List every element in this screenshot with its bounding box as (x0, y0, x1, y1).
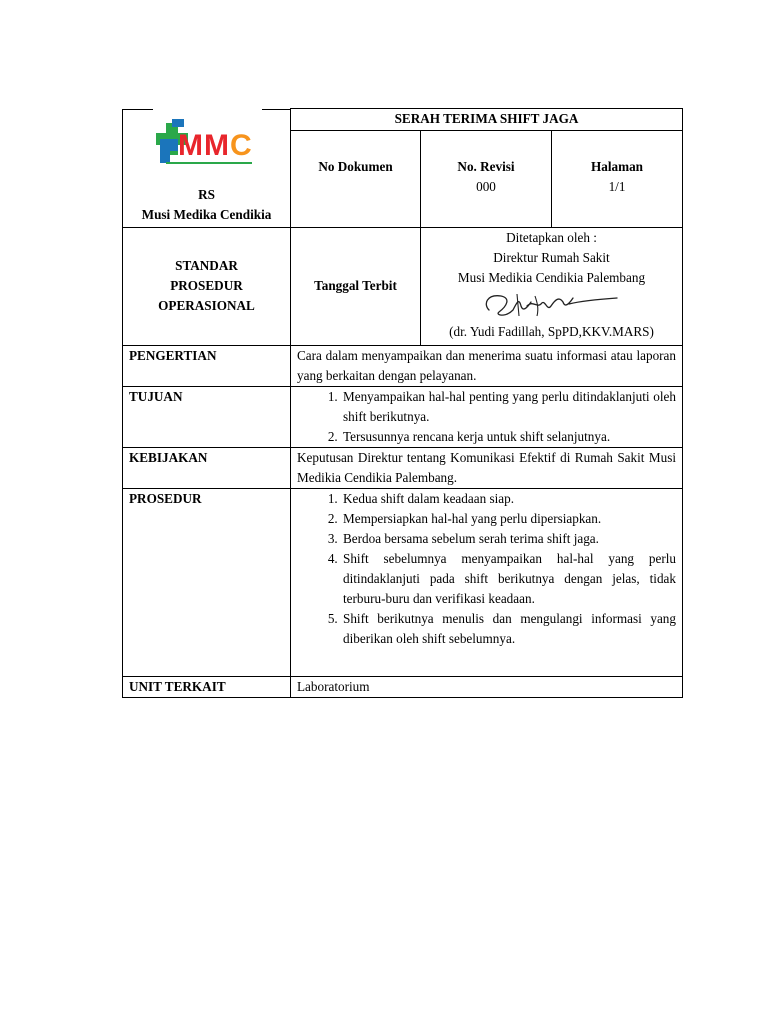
hospital-prefix: RS (198, 186, 215, 202)
approver-title: Direktur Rumah Sakit (493, 249, 610, 265)
approver-institution: Musi Medikia Cendikia Palembang (457, 269, 646, 285)
document-title: SERAH TERIMA SHIFT JAGA (291, 109, 683, 131)
approval-cell (421, 227, 683, 345)
sop-label-line: OPERASIONAL (158, 298, 255, 313)
tujuan-label: TUJUAN (123, 386, 291, 447)
list-item: 2. Tersusunnya rencana kerja untuk shift selanjutnya. (341, 427, 676, 447)
list-item: 1. Menyampaikan hal-hal penting yang perlu ditindaklanjuti oleh shift berikutnya. (341, 387, 676, 427)
tujuan-list (297, 387, 676, 447)
revision-cell (421, 131, 552, 227)
list-item: 1. Kedua shift dalam keadaan siap. (341, 489, 676, 509)
signature-icon (477, 288, 627, 322)
tujuan-content (291, 386, 683, 447)
unit-terkait-text: Laboratorium (291, 676, 683, 697)
list-item: 3. Berdoa bersama sebelum serah terima shift jaga. (341, 529, 676, 549)
revision-label: No. Revisi (457, 159, 515, 175)
sop-label-line: STANDAR (175, 258, 238, 273)
page-value: 1/1 (608, 179, 626, 195)
prosedur-content (291, 488, 683, 676)
hospital-name (123, 185, 290, 227)
list-item: 5. Shift berikutnya menulis dan mengulangi informasi yang diberikan oleh shift sebelumnya. (341, 609, 676, 649)
approved-by-label: Ditetapkan oleh : (506, 229, 597, 245)
prosedur-list (297, 489, 676, 649)
sop-label-line: PROSEDUR (170, 278, 243, 293)
sop-label-cell (123, 227, 291, 345)
issue-date-label: Tanggal Terbit (291, 227, 421, 345)
pengertian-text: Cara dalam menyampaikan dan menerima suatu informasi atau laporan yang berkaitan dengan pelayanan. (291, 345, 683, 386)
hospital-name-text: Musi Medika Cendikia (141, 206, 272, 222)
list-item: 4. Shift sebelumnya menyampaikan hal-hal yang perlu ditindaklanjuti pada shift berikutnya dengan jelas, tidak terburu-buru dan verifikasi keadaan. (341, 549, 676, 609)
page-label: Halaman (590, 159, 644, 175)
svg-text:C: C (229, 128, 252, 162)
kebijakan-text: Keputusan Direktur tentang Komunikasi Efektif di Rumah Sakit Musi Medikia Cendikia Palembang. (291, 447, 683, 488)
svg-text:M: M (177, 128, 203, 162)
pengertian-label: PENGERTIAN (123, 345, 291, 386)
mmc-logo-icon (152, 113, 262, 181)
page-cell (552, 131, 683, 227)
unit-terkait-label: UNIT TERKAIT (123, 676, 291, 697)
kebijakan-label: KEBIJAKAN (123, 447, 291, 488)
svg-text:M: M (203, 128, 229, 162)
doc-number-label: No Dokumen (291, 131, 421, 227)
revision-value: 000 (476, 179, 496, 195)
hospital-identity-cell (123, 109, 291, 228)
signer-name: (dr. Yudi Fadillah, SpPD,KKV.MARS) (449, 323, 654, 339)
sop-table (122, 108, 683, 698)
list-item: 2. Mempersiapkan hal-hal yang perlu dipersiapkan. (341, 509, 676, 529)
prosedur-label: PROSEDUR (123, 488, 291, 676)
hospital-logo (152, 113, 262, 185)
